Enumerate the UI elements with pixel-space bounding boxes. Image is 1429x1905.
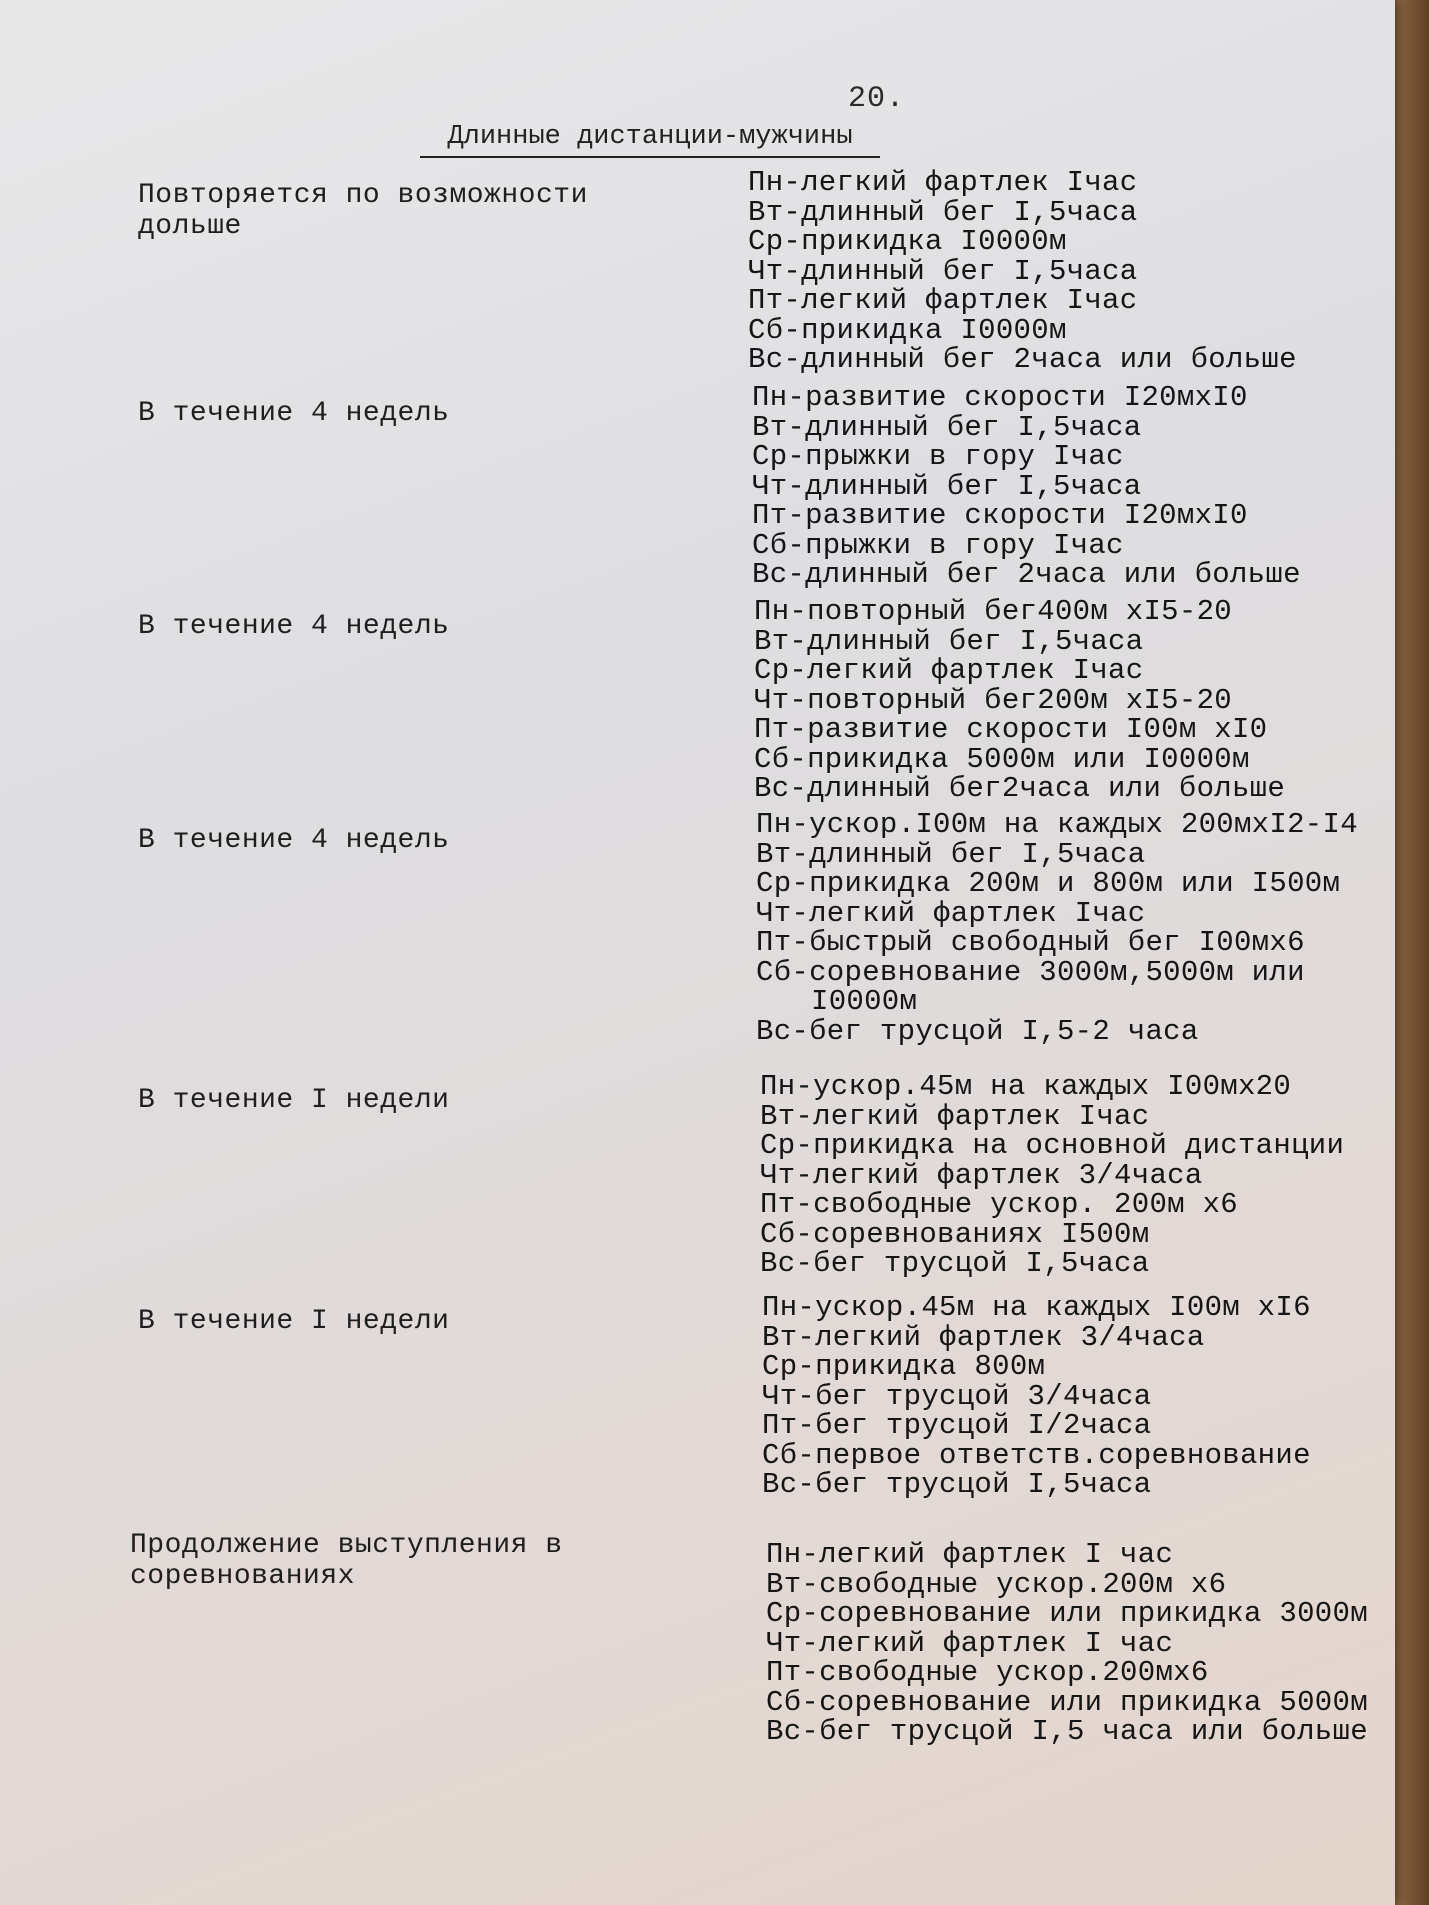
day-plan-item: Ср-прикидка на основной дистанции	[760, 1129, 1345, 1162]
day-plan-item: Вс-длинный бег2часа или больше	[754, 772, 1286, 805]
day-plan-item: Вс-бег трусцой I,5-2 часа	[756, 1014, 1199, 1048]
day-plan-item: Пн-развитие скорости I20мхI0	[752, 381, 1248, 414]
page-title: Длинные дистанции-мужчины	[420, 122, 880, 158]
day-plan-item: Вт-легкий фартлек 3/4часа	[762, 1320, 1205, 1354]
day-plan-item: Вт-длинный бег I,5часа	[754, 624, 1144, 658]
day-plan-item: Сб-соревнование или прикидка 5000м	[766, 1685, 1368, 1719]
day-plan-item: Чт-легкий фартлек Iчас	[756, 896, 1146, 930]
day-plan-item: Ср-легкий фартлек Iчас	[754, 654, 1144, 687]
weekly-plan-list	[762, 1293, 1311, 1500]
period-label: В течение 4 недель	[138, 825, 450, 856]
day-plan-item: Пт-развитие скорости I00м хI0	[754, 713, 1268, 746]
period-label: В течение 4 недель	[138, 398, 450, 429]
day-plan-item: Пн-легкий фартлек Iчас	[748, 166, 1138, 199]
day-plan-item-continuation: I0000м	[811, 985, 918, 1018]
day-plan-item: Сб-прикидка 5000м или I0000м	[754, 742, 1250, 776]
day-plan-item: Вт-длинный бег I,5часа	[752, 410, 1142, 444]
day-plan-item: Вс-длинный бег 2часа или больше	[748, 343, 1297, 376]
day-plan-item: Вс-бег трусцой I,5часа	[760, 1247, 1150, 1280]
day-plan-item: Пт-бег трусцой I/2часа	[762, 1409, 1152, 1442]
day-plan-item: Ср-прикидка 200м и 800м или I500м	[756, 867, 1341, 900]
day-plan-item: Пт-развитие скорости I20мхI0	[752, 499, 1248, 532]
day-plan-item: Ср-прикидка I0000м	[748, 225, 1067, 258]
weekly-plan-list	[754, 597, 1285, 804]
day-plan-item: Чт-длинный бег I,5часа	[748, 254, 1138, 288]
weekly-plan-list	[748, 168, 1297, 375]
day-plan-item: Вт-длинный бег I,5часа	[748, 195, 1138, 229]
day-plan-item: Вт-легкий фартлек Iчас	[760, 1099, 1150, 1133]
day-plan-item: Ср-соревнование или прикидка 3000м	[766, 1597, 1368, 1630]
day-plan-item: Вт-длинный бег I,5часа	[756, 837, 1146, 871]
day-plan-item: Ср-прыжки в гору Iчас	[752, 440, 1124, 473]
day-plan-item: Сб-первое ответств.соревнование	[762, 1438, 1311, 1472]
day-plan-item: Сб-соревнование 3000м,5000м или	[756, 955, 1305, 989]
period-label: Продолжение выступления в соревнованиях	[130, 1530, 563, 1592]
day-plan-item: Чт-повторный бег200м хI5-20	[754, 683, 1232, 717]
day-plan-item: Чт-легкий фартлек 3/4часа	[760, 1158, 1203, 1192]
day-plan-item: Сб-прикидка I0000м	[748, 313, 1067, 347]
period-label: В течение I недели	[138, 1085, 450, 1116]
day-plan-item: Вс-бег трусцой I,5 часа или больше	[766, 1715, 1368, 1748]
period-label: В течение 4 недель	[138, 611, 450, 642]
day-plan-item: Сб-соревнованиях I500м	[760, 1217, 1150, 1251]
day-plan-item: Пн-ускор.45м на каждых I00м хI6	[762, 1291, 1311, 1324]
weekly-plan-list	[766, 1540, 1368, 1747]
day-plan-item: Чт-длинный бег I,5часа	[752, 469, 1142, 503]
weekly-plan-list	[756, 810, 1358, 1046]
weekly-plan-list	[760, 1072, 1344, 1279]
weekly-plan-list	[752, 383, 1301, 590]
day-plan-item: Пн-повторный бег400м хI5-20	[754, 595, 1232, 628]
day-plan-item: Пн-ускор.I00м на каждых 200мхI2-I4	[756, 808, 1358, 841]
day-plan-item: Ср-прикидка 800м	[762, 1350, 1046, 1383]
day-plan-item: Вс-бег трусцой I,5часа	[762, 1468, 1152, 1501]
page-number: 20.	[848, 82, 906, 116]
day-plan-item: Чт-бег трусцой 3/4часа	[762, 1379, 1152, 1413]
day-plan-item: Пн-легкий фартлек I час	[766, 1538, 1174, 1571]
day-plan-item: Чт-легкий фартлек I час	[766, 1626, 1174, 1660]
day-plan-item: Вс-длинный бег 2часа или больше	[752, 558, 1301, 591]
period-label: В течение I недели	[138, 1306, 450, 1337]
day-plan-item: Пт-свободные ускор.200мх6	[766, 1656, 1209, 1689]
day-plan-item: Пт-свободные ускор. 200м х6	[760, 1188, 1238, 1221]
day-plan-item: Пт-легкий фартлек Iчас	[748, 284, 1138, 317]
day-plan-item: Пн-ускор.45м на каждых I00мх20	[760, 1070, 1292, 1103]
day-plan-item: Вт-свободные ускор.200м х6	[766, 1567, 1227, 1601]
period-label: Повторяется по возможности дольше	[138, 180, 588, 242]
day-plan-item: Пт-быстрый свободный бег I00мх6	[756, 926, 1305, 959]
day-plan-item: Сб-прыжки в гору Iчас	[752, 528, 1124, 562]
